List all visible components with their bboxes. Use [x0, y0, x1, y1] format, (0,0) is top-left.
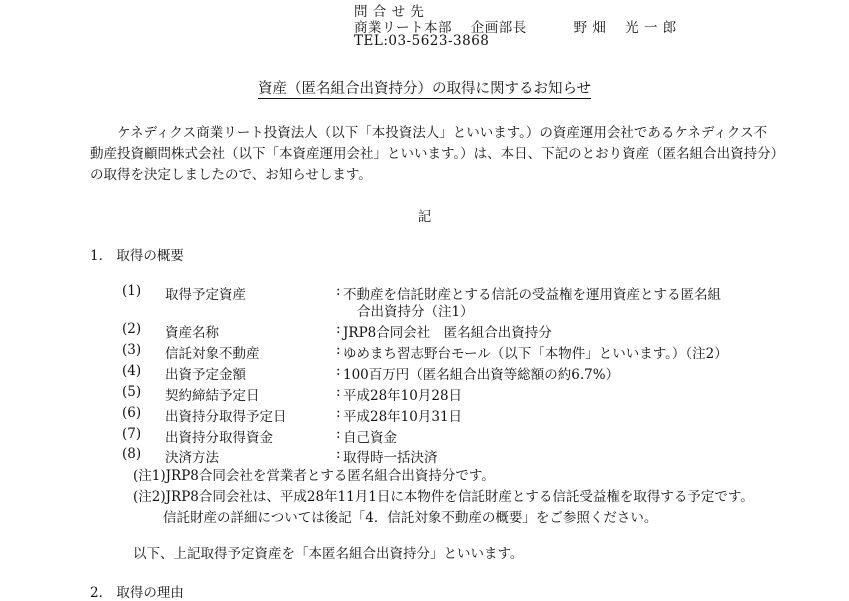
item-value: 不動産を信託財産とする信託の受益権を運用資産とする匿名組 — [343, 287, 721, 303]
item-colon: : — [336, 283, 341, 299]
item-value: 取得時一括決済 — [343, 450, 438, 466]
item-label: 出資予定金額 — [165, 367, 246, 383]
item-label: 出資持分取得予定日 — [165, 409, 287, 425]
document-title-text: 資産（匿名組合出資持分）の取得に関するお知らせ — [257, 81, 592, 97]
contact-department-person: 商業リート本部 企画部長 野 畑 光 一 郎 — [354, 20, 677, 36]
item-number: (3) — [122, 342, 142, 358]
item-value: 平成28年10月28日 — [343, 388, 463, 404]
note-1: (注1)JRP8合同会社を営業者とする匿名組合出資持分です。 — [133, 468, 495, 484]
item-value: 平成28年10月31日 — [343, 409, 463, 425]
item-colon: : — [336, 384, 341, 400]
item-colon: : — [336, 446, 341, 462]
item-colon: : — [336, 321, 341, 337]
item-label: 出資持分取得資金 — [165, 430, 273, 446]
item-number: (4) — [122, 363, 142, 379]
item-colon: : — [336, 342, 341, 358]
document-title — [0, 77, 849, 98]
item-value: JRP8合同会社 匿名組合出資持分 — [343, 325, 552, 341]
item-label: 取得予定資産 — [165, 287, 246, 303]
item-label: 資産名称 — [165, 325, 219, 341]
item-number: (1) — [122, 283, 142, 299]
note-2-continued: 信託財産の詳細については後記「4．信託対象不動産の概要」をご参照ください。 — [163, 510, 658, 526]
item-label: 信託対象不動産 — [165, 346, 260, 362]
contact-tel: TEL:03-5623-3868 — [354, 33, 490, 49]
item-value: ゆめまち習志野台モール（以下「本物件」といいます。）（注2） — [343, 346, 728, 362]
item-colon: : — [336, 426, 341, 442]
contact-heading: 問 合 せ 先 — [354, 4, 425, 20]
item-colon: : — [336, 405, 341, 421]
item-value-continued: 合出資持分（注1） — [357, 304, 474, 320]
item-value: 100百万円（匿名組合出資等総額の約6.7%） — [343, 367, 620, 383]
ki-marker: 記 — [417, 209, 432, 225]
item-number: (5) — [122, 384, 142, 400]
item-label: 契約締結予定日 — [165, 388, 260, 404]
item-number: (6) — [122, 405, 142, 421]
item-number: (7) — [122, 426, 142, 442]
section-2-heading: 2． 取得の理由 — [90, 585, 184, 601]
section-1-heading: 1． 取得の概要 — [90, 248, 184, 264]
item-value: 自己資金 — [343, 430, 397, 446]
summary-line: 以下、上記取得予定資産を「本匿名組合出資持分」といいます。 — [133, 546, 524, 562]
item-label: 決済方法 — [165, 450, 219, 466]
item-number: (8) — [122, 446, 142, 462]
item-colon: : — [336, 363, 341, 379]
item-number: (2) — [122, 321, 142, 337]
note-2: (注2)JRP8合同会社は、平成28年11月1日に本物件を信託財産とする信託受益権を取得する予定です。 — [133, 489, 754, 505]
intro-paragraph: ケネディクス商業リート投資法人（以下「本投資法人」といいます。）の資産運用会社であるケネディクス不動産投資顧問株式会社（以下「本資産運用会社」といいます。）は、本日、下記のとおり資産（匿名組合出資持分）の取得を決定しましたので、お知らせします。 — [90, 125, 778, 183]
